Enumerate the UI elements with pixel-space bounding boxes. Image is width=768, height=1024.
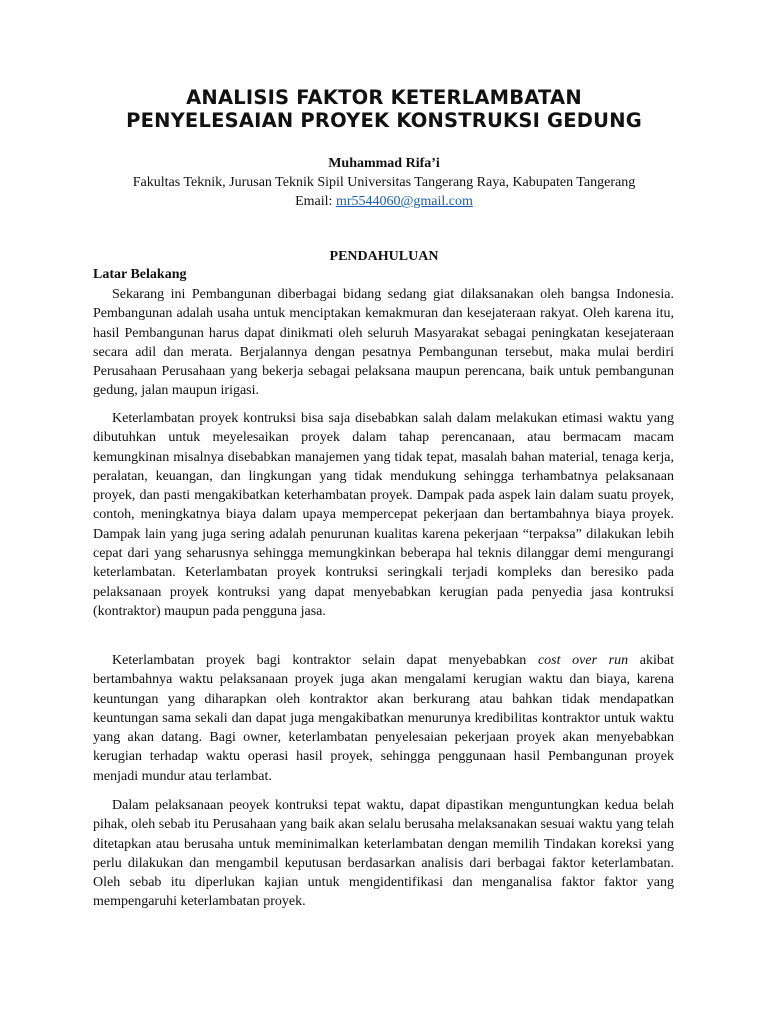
email-link[interactable]: mr5544060@gmail.com [335,194,473,209]
section-heading: PENDAHULUAN [329,249,439,264]
email-label: Email: [295,194,336,209]
paper-title-line-1: ANALISIS FAKTOR KETERLAMBATAN [186,86,582,109]
paragraph-4: Dalam pelaksanaan peoyek kontruksi tepat waktu, dapat dipastikan menguntungkan kedua belah pihak, oleh sebab itu Perusahaan yang baik akan selalu berusaha melaksanakan sesuai waktu yang telah ditetapkan atau berusaha untuk meminimalkan keterlambatan dengan memilih Tindakan koreksi yang perlu dilakukan dan mengambil keputusan berdasarkan analisis dari berbagai faktor keterlambatan. Oleh sebab itu diperlukan kajian untuk mengidentifikasi dan menganalisa faktor faktor yang mempengaruhi keterlambatan proyek. [93,798,674,910]
paper-title [60,86,708,132]
paragraph-1: Sekarang ini Pembangunan diberbagai bidang sedang giat dilaksanakan oleh bangsa Indonesia. Pembangunan adalah usaha untuk menciptakan kemakmuran dan kesejateraan rakyat. Oleh karena itu, hasil Pembangunan harus dapat dinikmati oleh seluruh Masyarakat sebagai peningkatan kesejateraan secara adil dan merata. Berjalannya dengan pesatnya Pembangunan tersebut, maka mulai berdiri Perusahaan Perusahaan yang bekerja sebagai pelaksana maupun perencana, baik untuk pembangunan gedung, jalan maupun irigasi. [93,287,674,399]
author-affiliation: Fakultas Teknik, Jurusan Teknik Sipil Universitas Tangerang Raya, Kabupaten Tangerang [132,175,636,190]
paragraph-3 [93,651,674,786]
author-name: Muhammad Rifa’i [328,156,440,171]
paragraph-3-end: akibat bertambahnya waktu pelaksanaan proyek juga akan mengalami kerugian waktu dan biaya, karena keuntungan yang diharapkan oleh kontraktor akan berkurang atau bahkan tidak mendapatkan keuntungan sama sekali dan dapat juga mengakibatkan menurunya kredibilitas kontraktor untuk waktu yang akan datang. Bagi owner, keterlambatan penyelesaian pekerjaan proyek akan menyebabkan kerugian terhadap waktu operasi hasil proyek, sehingga penggunaan hasil Pembangunan proyek menjadi mundur atau terlambat. [93,653,674,784]
paragraph-3-italic-term: cost over run [537,653,629,668]
paragraph-3-start: Keterlambatan proyek bagi kontraktor selain dapat menyebabkan [112,653,538,668]
paragraph-2: Keterlambatan proyek kontruksi bisa saja disebabkan salah dalam melakukan etimasi waktu yang dibutuhkan untuk meyelesaikan proyek dalam tahap perencanaan, atau bermacam macam kemungkinan misalnya disebabkan manajemen yang tidak tepat, masalah bahan material, tenaga kerja, peralatan, keuangan, dan lingkungan yang tidak mendukung sehingga terhambatnya pelaksanaan proyek, dan pasti mengakibatkan keterhambatan proyek. Dampak pada aspek lain dalam suatu proyek, contoh, meningkatnya biaya dalam upaya mempercepat pekerjaan dan bertambahnya biaya proyek. Dampak lain yang juga sering adalah penurunan kualitas karena pekerjaan “terpaksa” dilakukan lebih cepat dari yang seharusnya sehingga memungkinkan beberapa hal teknis dilanggar demi mengurangi keterlambatan. Keterlambatan proyek kontruksi seringkali terjadi kompleks dan beresiko pada pelaksanaan proyek kontruksi yang dapat menyebabkan kerugian pada penyedia jasa kontruksi (kontraktor) maupun pada pengguna jasa. [93,411,674,619]
author-email-line [60,192,708,211]
paper-title-line-2: PENYELESAIAN PROYEK KONSTRUKSI GEDUNG [126,109,642,132]
author-block [60,154,708,211]
subsection-heading: Latar Belakang [93,267,187,282]
